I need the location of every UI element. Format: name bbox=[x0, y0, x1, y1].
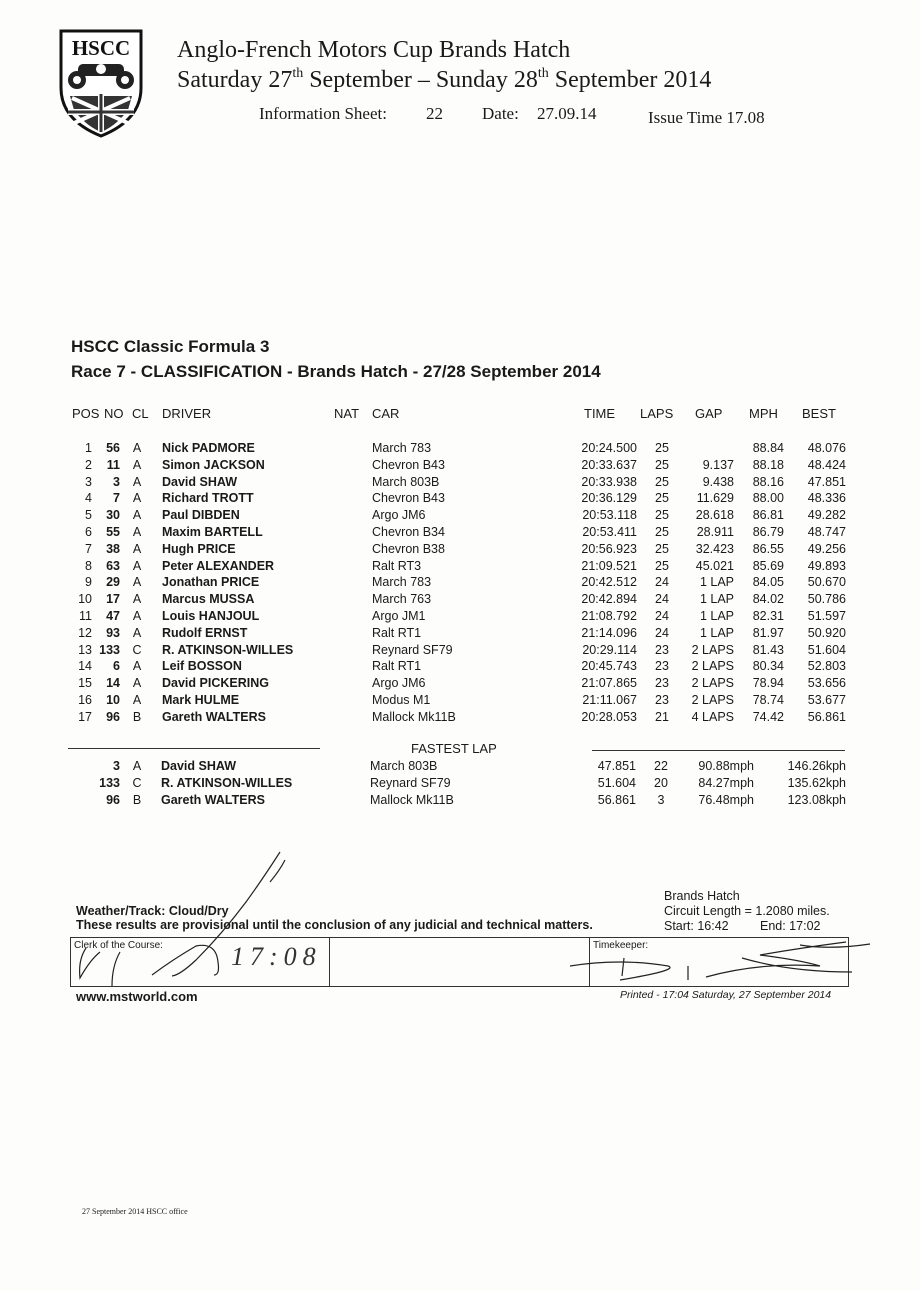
cell-no: 96 bbox=[106, 793, 120, 807]
cell-no: 96 bbox=[106, 709, 120, 724]
cell-cl: A bbox=[132, 575, 142, 590]
cell-driver: R. ATKINSON-WILLES bbox=[162, 642, 294, 657]
cell-car: Reynard SF79 bbox=[370, 776, 451, 790]
event-dates: Saturday 27th September – Sunday 28th September 2014 bbox=[177, 66, 712, 93]
cell-best: 48.424 bbox=[807, 457, 846, 472]
cell-time: 21:14.096 bbox=[581, 625, 637, 640]
cell-laps: 23 bbox=[655, 693, 669, 707]
cell-mph: 86.79 bbox=[752, 525, 784, 539]
cell-best: 51.604 bbox=[807, 642, 846, 657]
cell-pos: 11 bbox=[79, 609, 92, 623]
cell-mph: 88.84 bbox=[752, 441, 784, 455]
cell-gap: 2 LAPS bbox=[691, 693, 734, 707]
cell-mph: 86.55 bbox=[752, 541, 784, 556]
cell-mph: 88.00 bbox=[752, 491, 784, 506]
cell-laps: 25 bbox=[655, 457, 669, 472]
cell-cl: A bbox=[132, 541, 142, 556]
cell-mph: 88.16 bbox=[752, 474, 784, 489]
cell-best: 47.851 bbox=[807, 474, 846, 489]
cell-gap: 2 LAPS bbox=[691, 676, 734, 691]
col-mph: MPH bbox=[749, 406, 778, 421]
cell-pos: 10 bbox=[78, 592, 92, 607]
cell-car: March 803B bbox=[370, 759, 438, 773]
cell-car: Ralt RT1 bbox=[372, 659, 422, 674]
cell-time: 20:56.923 bbox=[581, 541, 637, 556]
cell-time: 20:33.938 bbox=[581, 474, 637, 489]
cell-time: 20:29.114 bbox=[582, 642, 637, 657]
start-time: Start: 16:42 bbox=[664, 919, 729, 933]
cell-time: 47.851 bbox=[597, 759, 636, 773]
cell-no: 14 bbox=[106, 676, 120, 691]
cell-no: 3 bbox=[113, 759, 120, 773]
cell-cl: A bbox=[132, 457, 142, 472]
cell-no: 17 bbox=[106, 592, 120, 607]
cell-laps: 21 bbox=[655, 709, 669, 724]
cell-lap: 3 bbox=[657, 793, 665, 807]
cell-driver: Rudolf ERNST bbox=[162, 625, 248, 640]
office-note: 27 September 2014 HSCC office bbox=[82, 1207, 188, 1216]
cell-mph: 84.27mph bbox=[698, 776, 754, 790]
cell-mph: 90.88mph bbox=[698, 759, 754, 773]
cell-cl: B bbox=[132, 793, 142, 807]
cell-no: 11 bbox=[106, 457, 120, 472]
cell-laps: 25 bbox=[655, 508, 669, 523]
cell-mph: 82.31 bbox=[752, 609, 784, 623]
cell-no: 55 bbox=[106, 525, 120, 539]
cell-cl: A bbox=[132, 474, 142, 489]
provisional-notice: These results are provisional until the conclusion of any judicial and technical matters. bbox=[76, 918, 593, 932]
cell-laps: 24 bbox=[655, 625, 669, 640]
cell-mph: 78.94 bbox=[752, 676, 784, 691]
cell-time: 56.861 bbox=[597, 793, 636, 807]
cell-pos: 8 bbox=[85, 558, 92, 573]
cell-mph: 78.74 bbox=[752, 693, 784, 707]
fastest-lap-title: FASTEST LAP bbox=[411, 741, 497, 756]
cell-laps: 25 bbox=[655, 474, 669, 489]
cell-driver: Richard TROTT bbox=[162, 491, 254, 506]
cell-no: 3 bbox=[113, 474, 120, 489]
cell-pos: 4 bbox=[85, 491, 92, 506]
cell-no: 30 bbox=[106, 508, 120, 523]
cell-time: 51.604 bbox=[597, 776, 636, 790]
cell-laps: 24 bbox=[655, 592, 669, 607]
cell-laps: 25 bbox=[655, 491, 669, 506]
circuit-name: Brands Hatch bbox=[664, 889, 740, 903]
cell-car: Argo JM6 bbox=[372, 676, 426, 691]
cell-driver: Peter ALEXANDER bbox=[162, 558, 275, 573]
cell-best: 48.747 bbox=[807, 525, 846, 539]
cell-driver: Louis HANJOUL bbox=[162, 609, 260, 623]
cell-driver: Paul DIBDEN bbox=[162, 508, 240, 523]
cell-car: Mallock Mk11B bbox=[370, 793, 454, 807]
cell-no: 29 bbox=[106, 575, 120, 590]
cell-mph: 80.34 bbox=[752, 659, 784, 674]
cell-car: Chevron B43 bbox=[372, 491, 445, 506]
cell-laps: 25 bbox=[655, 525, 669, 539]
cell-driver: Leif BOSSON bbox=[162, 659, 242, 674]
cell-kph: 146.26kph bbox=[787, 759, 846, 773]
cell-car: Argo JM1 bbox=[372, 609, 426, 623]
info-sheet-number: 22 bbox=[426, 104, 443, 123]
col-gap: GAP bbox=[695, 406, 723, 421]
cell-time: 20:28.053 bbox=[581, 709, 637, 724]
cell-pos: 1 bbox=[85, 441, 92, 455]
cell-best: 53.677 bbox=[807, 693, 846, 707]
cell-gap: 1 LAP bbox=[699, 609, 734, 623]
cell-driver: Simon JACKSON bbox=[162, 457, 265, 472]
cell-gap: 1 LAP bbox=[699, 575, 734, 590]
cell-gap: 9.137 bbox=[702, 457, 734, 472]
cell-time: 20:53.118 bbox=[582, 508, 637, 523]
cell-no: 7 bbox=[113, 491, 120, 506]
cell-driver: R. ATKINSON-WILLES bbox=[161, 776, 293, 790]
cell-time: 21:09.521 bbox=[581, 558, 637, 573]
cell-pos: 7 bbox=[85, 541, 92, 556]
cell-car: Mallock Mk11B bbox=[372, 709, 456, 724]
cell-mph: 74.42 bbox=[752, 709, 784, 724]
cell-no: 133 bbox=[99, 776, 120, 790]
cell-best: 50.670 bbox=[807, 575, 846, 590]
cell-time: 21:07.865 bbox=[581, 676, 637, 691]
circuit-length: Circuit Length = 1.2080 miles. bbox=[664, 904, 830, 918]
cell-gap: 45.021 bbox=[695, 558, 734, 573]
cell-no: 10 bbox=[106, 693, 120, 707]
cell-pos: 5 bbox=[85, 508, 92, 523]
cell-cl: B bbox=[132, 709, 142, 724]
cell-pos: 16 bbox=[78, 693, 92, 707]
cell-mph: 81.43 bbox=[752, 642, 784, 657]
cell-no: 47 bbox=[106, 609, 120, 623]
cell-driver: Maxim BARTELL bbox=[162, 525, 263, 539]
cell-best: 49.256 bbox=[807, 541, 846, 556]
cell-best: 52.803 bbox=[807, 659, 846, 674]
cell-pos: 2 bbox=[85, 457, 92, 472]
cell-mph: 81.97 bbox=[752, 625, 784, 640]
cell-time: 20:53.411 bbox=[582, 525, 637, 539]
cell-laps: 24 bbox=[655, 575, 669, 590]
cell-driver: Nick PADMORE bbox=[162, 441, 255, 455]
cell-gap: 28.618 bbox=[695, 508, 734, 523]
cell-cl: A bbox=[132, 625, 142, 640]
col-pos: POS bbox=[72, 406, 100, 421]
cell-mph: 76.48mph bbox=[698, 793, 754, 807]
cell-no: 133 bbox=[99, 642, 120, 657]
col-car: CAR bbox=[372, 406, 400, 421]
cell-best: 53.656 bbox=[807, 676, 846, 691]
info-sheet-label: Information Sheet: bbox=[259, 104, 387, 123]
cell-mph: 85.69 bbox=[752, 558, 784, 573]
cell-cl: C bbox=[132, 642, 142, 657]
cell-gap: 28.911 bbox=[696, 525, 734, 539]
cell-car: March 783 bbox=[372, 441, 432, 455]
cell-car: March 783 bbox=[372, 575, 432, 590]
cell-gap: 2 LAPS bbox=[691, 659, 734, 674]
cell-mph: 86.81 bbox=[752, 508, 784, 523]
col-no: NO bbox=[104, 406, 124, 421]
cell-driver: Gareth WALTERS bbox=[161, 793, 265, 807]
cell-lap: 20 bbox=[654, 776, 668, 790]
cell-cl: A bbox=[132, 491, 142, 506]
col-time: TIME bbox=[584, 406, 616, 421]
date-value: 27.09.14 bbox=[537, 104, 597, 123]
cell-time: 21:08.792 bbox=[581, 609, 637, 623]
cell-car: Reynard SF79 bbox=[372, 642, 453, 657]
event-title: Anglo-French Motors Cup Brands Hatch bbox=[177, 37, 571, 63]
cell-time: 20:24.500 bbox=[581, 441, 637, 455]
cell-driver: David SHAW bbox=[161, 759, 237, 773]
cell-time: 21:11.067 bbox=[582, 693, 637, 707]
cell-gap: 9.438 bbox=[702, 474, 734, 489]
cell-laps: 23 bbox=[655, 676, 669, 691]
cell-driver: Hugh PRICE bbox=[162, 541, 236, 556]
cell-driver: David SHAW bbox=[162, 474, 238, 489]
cell-gap: 1 LAP bbox=[699, 592, 734, 607]
cell-mph: 84.02 bbox=[752, 592, 784, 607]
printed-timestamp: Printed - 17:04 Saturday, 27 September 2014 bbox=[620, 989, 832, 1001]
cell-time: 20:42.894 bbox=[581, 592, 637, 607]
signature-box bbox=[70, 937, 849, 987]
cell-cl: C bbox=[132, 776, 142, 790]
end-time: End: 17:02 bbox=[760, 919, 821, 933]
cell-cl: A bbox=[132, 609, 142, 623]
cell-cl: A bbox=[132, 508, 142, 523]
col-best: BEST bbox=[802, 406, 836, 421]
cell-car: Chevron B43 bbox=[372, 457, 445, 472]
cell-time: 20:42.512 bbox=[581, 575, 637, 590]
cell-pos: 15 bbox=[78, 676, 92, 691]
cell-kph: 135.62kph bbox=[787, 776, 846, 790]
hscc-logo bbox=[58, 28, 144, 138]
col-cl: CL bbox=[132, 406, 149, 421]
cell-mph: 84.05 bbox=[752, 575, 784, 590]
clerk-handwritten-time: 17:08 bbox=[231, 942, 322, 971]
cell-driver: Gareth WALTERS bbox=[162, 709, 266, 724]
website-link[interactable]: www.mstworld.com bbox=[76, 989, 198, 1004]
cell-lap: 22 bbox=[654, 759, 668, 773]
cell-best: 50.786 bbox=[807, 592, 846, 607]
cell-gap: 11.629 bbox=[696, 491, 734, 506]
cell-cl: A bbox=[132, 525, 142, 539]
cell-laps: 24 bbox=[655, 609, 669, 623]
cell-laps: 25 bbox=[655, 541, 669, 556]
cell-best: 51.597 bbox=[807, 609, 846, 623]
divider-left bbox=[68, 748, 320, 749]
cell-car: Argo JM6 bbox=[372, 508, 426, 523]
cell-mph: 88.18 bbox=[752, 457, 784, 472]
cell-best: 50.920 bbox=[807, 625, 846, 640]
cell-pos: 6 bbox=[85, 525, 92, 539]
col-laps: LAPS bbox=[640, 406, 674, 421]
cell-cl: A bbox=[132, 693, 142, 707]
weather-track: Weather/Track: Cloud/Dry bbox=[76, 904, 229, 918]
cell-car: Chevron B38 bbox=[372, 541, 445, 556]
cell-best: 48.076 bbox=[807, 441, 846, 455]
cell-driver: Jonathan PRICE bbox=[162, 575, 260, 590]
cell-no: 38 bbox=[106, 541, 120, 556]
divider-right bbox=[592, 750, 845, 751]
cell-cl: A bbox=[132, 759, 142, 773]
date-label: Date: bbox=[482, 104, 519, 123]
cell-laps: 23 bbox=[655, 642, 669, 657]
cell-gap: 1 LAP bbox=[699, 625, 734, 640]
cell-laps: 23 bbox=[655, 659, 669, 674]
issue-time: Issue Time 17.08 bbox=[648, 108, 765, 127]
cell-cl: A bbox=[132, 441, 142, 455]
cell-pos: 17 bbox=[78, 709, 92, 724]
race-title: Race 7 - CLASSIFICATION - Brands Hatch - 27/28 September 2014 bbox=[71, 362, 601, 381]
cell-pos: 3 bbox=[85, 474, 92, 489]
col-driver: DRIVER bbox=[162, 406, 212, 421]
cell-driver: Marcus MUSSA bbox=[162, 592, 255, 607]
clerk-label: Clerk of the Course: bbox=[74, 940, 163, 951]
cell-time: 20:33.637 bbox=[581, 457, 637, 472]
cell-car: Modus M1 bbox=[372, 693, 431, 707]
col-nat: NAT bbox=[334, 406, 360, 421]
cell-cl: A bbox=[132, 558, 142, 573]
cell-car: Chevron B34 bbox=[372, 525, 445, 539]
cell-gap: 2 LAPS bbox=[691, 642, 734, 657]
cell-best: 49.282 bbox=[807, 508, 846, 523]
cell-pos: 12 bbox=[78, 625, 92, 640]
cell-cl: A bbox=[132, 659, 142, 674]
cell-driver: David PICKERING bbox=[162, 676, 269, 691]
cell-kph: 123.08kph bbox=[787, 793, 846, 807]
cell-car: Ralt RT3 bbox=[372, 558, 422, 573]
cell-no: 63 bbox=[106, 558, 120, 573]
cell-laps: 25 bbox=[655, 441, 669, 455]
cell-car: Ralt RT1 bbox=[372, 625, 422, 640]
cell-best: 48.336 bbox=[807, 491, 846, 506]
cell-time: 20:36.129 bbox=[581, 491, 637, 506]
cell-no: 93 bbox=[106, 625, 120, 640]
logo-text: HSCC bbox=[71, 36, 131, 60]
cell-gap: 32.423 bbox=[695, 541, 734, 556]
series-title: HSCC Classic Formula 3 bbox=[71, 337, 270, 356]
cell-cl: A bbox=[132, 676, 142, 691]
cell-gap: 4 LAPS bbox=[691, 709, 734, 724]
cell-cl: A bbox=[132, 592, 142, 607]
cell-pos: 13 bbox=[78, 642, 92, 657]
cell-car: March 803B bbox=[372, 474, 440, 489]
cell-best: 49.893 bbox=[807, 558, 846, 573]
cell-driver: Mark HULME bbox=[162, 693, 240, 707]
cell-time: 20:45.743 bbox=[581, 659, 637, 674]
cell-laps: 25 bbox=[655, 558, 669, 573]
cell-car: March 763 bbox=[372, 592, 432, 607]
cell-pos: 14 bbox=[78, 659, 92, 674]
timekeeper-label: Timekeeper: bbox=[593, 940, 649, 951]
cell-pos: 9 bbox=[85, 575, 92, 590]
cell-no: 6 bbox=[113, 659, 120, 674]
cell-best: 56.861 bbox=[807, 709, 846, 724]
cell-no: 56 bbox=[106, 441, 120, 455]
